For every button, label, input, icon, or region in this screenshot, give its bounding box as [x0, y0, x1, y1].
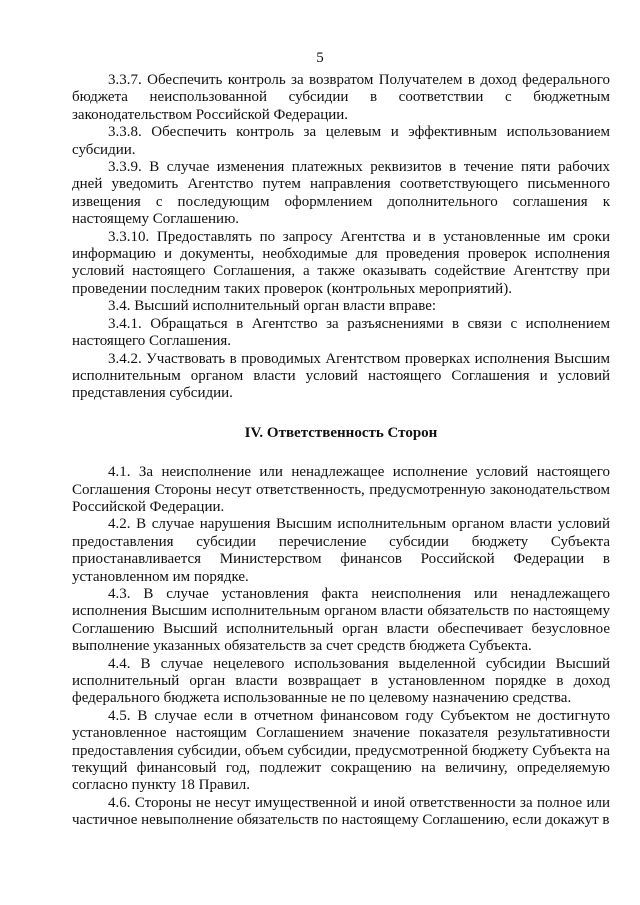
- clause-4-6: 4.6. Стороны не несут имущественной и иной ответственности за полное или частичное невыполнение обязательств по настоящему Соглашению, если докажут в: [72, 794, 610, 829]
- clause-4-3: 4.3. В случае установления факта неисполнения или ненадлежащего исполнения Высшим исполнительным органом власти обязательств по настоящему Соглашению Высший исполнительный орган власти обеспечивает безусловное выполнение указанных обязательств за счет средств бюджета Субъекта.: [72, 585, 610, 655]
- clause-3-3-9: 3.3.9. В случае изменения платежных реквизитов в течение пяти рабочих дней уведомить Агентство путем направления соответствующего письменного извещения с последующим оформлением дополнительного соглашения к настоящему Соглашению.: [72, 159, 610, 228]
- clause-4-4: 4.4. В случае нецелевого использования выделенной субсидии Высший исполнительный орган власти возвращает в установленном порядке в доход федерального бюджета использованные не по целевому назначению средства.: [72, 655, 610, 707]
- page-number: 5: [316, 50, 324, 66]
- clause-3-4-2: 3.4.2. Участвовать в проводимых Агентством проверках исполнения Высшим исполнительным органом власти условий настоящего Соглашения и условий представления субсидии.: [72, 350, 610, 402]
- clause-4-2: 4.2. В случае нарушения Высшим исполнительным органом власти условий предоставления субсидии перечисление субсидии бюджету Субъекта приостанавливается Министерством финансов Российской Федерации в установленном им порядке.: [72, 516, 610, 585]
- clause-3-3-10: 3.3.10. Предоставлять по запросу Агентства и в установленные им сроки информацию и документы, необходимые для проведения проверок исполнения условий настоящего Соглашения, а также оказывать содействие Агентству при проведении последним таких проверок (контрольных мероприятий).: [72, 228, 610, 297]
- clause-3-3-8: 3.3.8. Обеспечить контроль за целевым и эффективным использованием субсидии.: [72, 124, 610, 158]
- clause-3-3-7: 3.3.7. Обеспечить контроль за возвратом Получателем в доход федерального бюджета неиспользованной субсидии в соответствии с бюджетным законодательством Российской Федерации.: [72, 72, 610, 123]
- clause-3-4-1: 3.4.1. Обращаться в Агентство за разъяснениями в связи с исполнением настоящего Соглашения.: [72, 315, 610, 350]
- section-heading: IV. Ответственность Сторон: [244, 424, 438, 441]
- clause-4-5: 4.5. В случае если в отчетном финансовом году Субъектом не достигнуто установленное настоящим Соглашением значение показателя результативности предоставления субсидии, объем субсидии, предусмотренной бюджету Субъекта на текущий финансовый год, подлежит сокращению на величину, определяемую согласно пункту 18 Правил.: [72, 707, 610, 794]
- clause-4-1: 4.1. За неисполнение или ненадлежащее исполнение условий настоящего Соглашения Стороны несут ответственность, предусмотренную законодательством Российской Федерации.: [72, 464, 610, 515]
- clause-3-4: 3.4. Высший исполнительный орган власти вправе:: [108, 298, 437, 315]
- document-body: [72, 72, 610, 830]
